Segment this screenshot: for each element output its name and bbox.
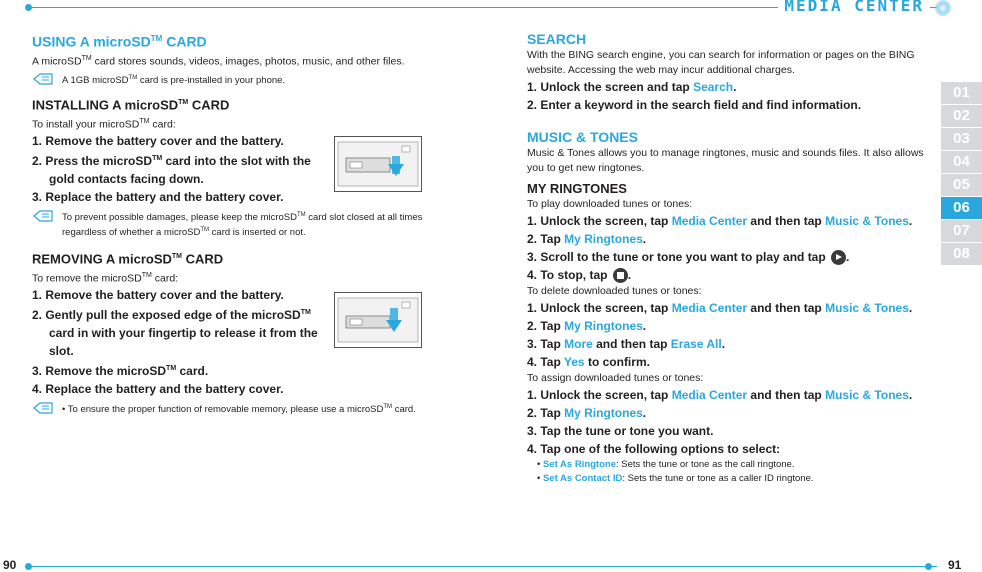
remove-step-4: 4. Replace the battery and the battery cover. xyxy=(32,382,284,397)
option-set-as-ringtone: • Set As Ringtone: Sets the tune or tone as the call ringtone. xyxy=(537,459,795,470)
removing-heading: REMOVING A microSD™ CARD xyxy=(32,251,224,267)
assign-intro: To assign downloaded tunes or tones: xyxy=(527,372,704,384)
delete-step-2: 2. Tap My Ringtones. xyxy=(527,319,647,333)
music-tones-intro: Music & Tones allows you to manage ringtones, music and sounds files. It also allows you to get new ringtones. xyxy=(527,147,924,174)
play-step-1: 1. Unlock the screen, tap Media Center and then tap Music & Tones. xyxy=(527,214,913,228)
page-number-right: 91 xyxy=(945,558,964,572)
play-intro: To play downloaded tunes or tones: xyxy=(527,198,693,210)
assign-step-4: 4. Tap one of the following options to select: xyxy=(527,442,781,456)
play-step-2: 2. Tap My Ringtones. xyxy=(527,232,647,246)
chapter-tab-03[interactable]: 03 xyxy=(941,128,982,150)
page-number-left: 90 xyxy=(0,558,19,572)
header-glow-dot xyxy=(935,0,951,16)
search-heading: SEARCH xyxy=(527,31,587,47)
install-step-2: 2. Press the microSD™ card into the slot with the gold contacts facing down. xyxy=(32,154,311,187)
remove-step-1: 1. Remove the battery cover and the battery. xyxy=(32,288,284,303)
chapter-tabs xyxy=(941,82,982,266)
footer-dot-left xyxy=(25,563,32,570)
chapter-tab-08[interactable]: 08 xyxy=(941,243,982,265)
using-card-heading: USING A microSD™ CARD xyxy=(32,33,207,50)
chapter-tab-01[interactable]: 01 xyxy=(941,82,982,104)
delete-step-4: 4. Tap Yes to confirm. xyxy=(527,355,650,369)
card-slot-note: To prevent possible damages, please keep the microSD™ card slot closed at all times regardless of whether a microSD™ card is inserted or not. xyxy=(32,209,462,239)
footer-dot-right xyxy=(925,563,932,570)
chapter-tab-02[interactable]: 02 xyxy=(941,105,982,127)
delete-step-3: 3. Tap More and then tap Erase All. xyxy=(527,337,726,351)
assign-step-2: 2. Tap My Ringtones. xyxy=(527,406,647,420)
installing-heading: INSTALLING A microSD™ CARD xyxy=(32,97,230,113)
chapter-tab-05[interactable]: 05 xyxy=(941,174,982,196)
chapter-tab-06-active[interactable]: 06 xyxy=(941,197,982,219)
remove-step-2: 2. Gently pull the exposed edge of the microSD™ card in with your fingertip to release it from the slot. xyxy=(32,308,318,359)
stop-icon xyxy=(613,268,628,283)
footer-rule xyxy=(29,566,937,567)
removing-intro: To remove the microSD™ card: xyxy=(32,271,179,285)
assign-step-3: 3. Tap the tune or tone you want. xyxy=(527,424,714,438)
remove-step-3: 3. Remove the microSD™ card. xyxy=(32,364,209,379)
install-step-3: 3. Replace the battery and the battery cover. xyxy=(32,190,284,205)
search-step-1: 1. Unlock the screen and tap Search. xyxy=(527,80,737,94)
removable-memory-note: • To ensure the proper function of removable memory, please use a microSD™ card. xyxy=(32,401,482,416)
installing-intro: To install your microSD™ card: xyxy=(32,117,176,131)
search-intro: With the BING search engine, you can search for information or pages on the BING website. Accessing the web may incur additional charges. xyxy=(527,49,915,76)
option-set-as-contact-id: • Set As Contact ID: Sets the tune or tone as a caller ID ringtone. xyxy=(537,473,814,484)
play-step-4: 4. To stop, tap . xyxy=(527,268,632,282)
note-icon xyxy=(32,209,56,223)
play-step-3: 3. Scroll to the tune or tone you want to play and tap . xyxy=(527,250,850,264)
preinstalled-note: A 1GB microSD™ card is pre-installed in your phone. xyxy=(32,72,472,87)
insert-card-diagram xyxy=(334,136,422,192)
search-step-2: 2. Enter a keyword in the search field and find information. xyxy=(527,98,862,112)
note-icon xyxy=(32,72,56,86)
my-ringtones-heading: MY RINGTONES xyxy=(527,181,627,196)
left-page xyxy=(32,30,472,419)
play-icon xyxy=(831,250,846,265)
header-dot-left xyxy=(25,4,32,11)
note-icon xyxy=(32,401,56,415)
delete-step-1: 1. Unlock the screen, tap Media Center and then tap Music & Tones. xyxy=(527,301,913,315)
chapter-tab-04[interactable]: 04 xyxy=(941,151,982,173)
delete-intro: To delete downloaded tunes or tones: xyxy=(527,285,702,297)
assign-step-1: 1. Unlock the screen, tap Media Center and then tap Music & Tones. xyxy=(527,388,913,402)
using-card-intro: A microSD™ card stores sounds, videos, images, photos, music, and other files. xyxy=(32,54,405,68)
remove-card-diagram xyxy=(334,292,422,348)
music-tones-heading: MUSIC & TONES xyxy=(527,129,638,145)
chapter-tab-07[interactable]: 07 xyxy=(941,220,982,242)
right-page xyxy=(527,30,927,486)
install-step-1: 1. Remove the battery cover and the battery. xyxy=(32,134,284,149)
section-title: MEDIA CENTER xyxy=(778,0,930,15)
